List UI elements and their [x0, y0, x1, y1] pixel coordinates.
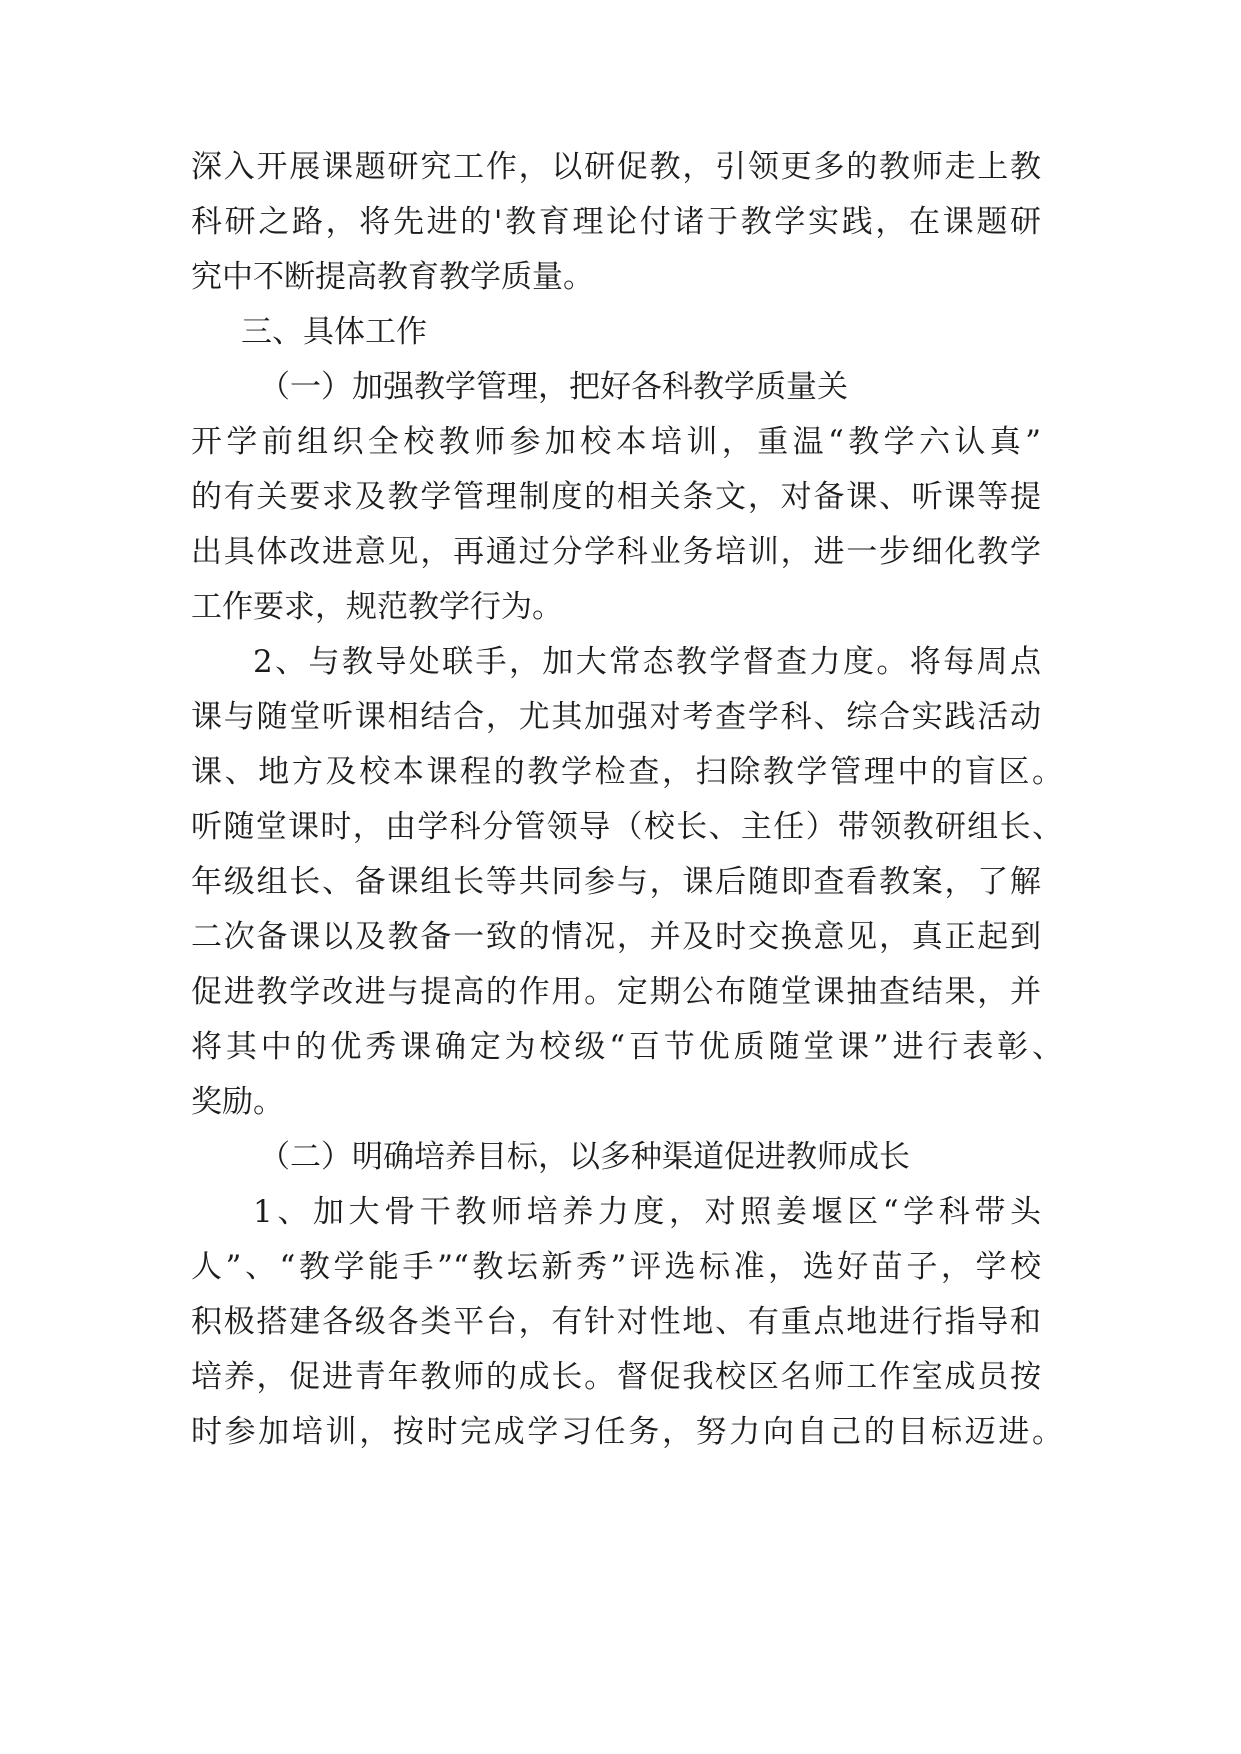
- subsection-heading: （一）加强教学管理，把好各科教学质量关: [259, 369, 848, 405]
- subsection-heading: （二）明确培养目标，以多种渠道促进教师成长: [259, 1139, 910, 1175]
- text-line: 将其中的优秀课确定为校级“百节优质随堂课”进行表彰、: [191, 1029, 1063, 1065]
- text-line: 课与随堂听课相结合，尤其加强对考查学科、综合实践活动: [191, 699, 1041, 735]
- text-line: 时参加培训，按时完成学习任务，努力向自己的目标迈进。: [191, 1414, 1063, 1450]
- text-line: 培养，促进青年教师的成长。督促我校区名师工作室成员按: [191, 1359, 1041, 1395]
- text-line: 奖励。: [191, 1084, 284, 1120]
- text-line: 深入开展课题研究工作，以研促教，引领更多的教师走上教: [191, 149, 1041, 185]
- text-line: 促进教学改进与提高的作用。定期公布随堂课抽查结果，并: [191, 974, 1041, 1010]
- text-line: 积极搭建各级各类平台，有针对性地、有重点地进行指导和: [191, 1304, 1041, 1340]
- section-heading: 三、具体工作: [241, 314, 427, 350]
- text-line: 开学前组织全校教师参加校本培训，重温“教学六认真”: [191, 424, 1041, 460]
- text-line: 人”、“教学能手”“教坛新秀”评选标准，选好苗子，学校: [191, 1249, 1041, 1285]
- text-line: 课、地方及校本课程的教学检查，扫除教学管理中的盲区。: [191, 754, 1063, 790]
- text-line: 年级组长、备课组长等共同参与，课后随即查看教案，了解: [191, 864, 1041, 900]
- text-line: 的有关要求及教学管理制度的相关条文，对备课、听课等提: [191, 479, 1041, 515]
- text-line: 2、与教导处联手，加大常态教学督查力度。将每周点: [253, 644, 1041, 680]
- text-line: 科研之路，将先进的'教育理论付诸于教学实践，在课题研: [191, 204, 1041, 240]
- text-line: 1、加大骨干教师培养力度，对照姜堰区“学科带头: [253, 1194, 1041, 1230]
- text-line: 二次备课以及教备一致的情况，并及时交换意见，真正起到: [191, 919, 1041, 955]
- text-line: 究中不断提高教育教学质量。: [191, 259, 594, 295]
- text-line: 出具体改进意见，再通过分学科业务培训，进一步细化教学: [191, 534, 1041, 570]
- text-line: 听随堂课时，由学科分管领导（校长、主任）带领教研组长、: [191, 809, 1063, 845]
- text-line: 工作要求，规范教学行为。: [191, 589, 563, 625]
